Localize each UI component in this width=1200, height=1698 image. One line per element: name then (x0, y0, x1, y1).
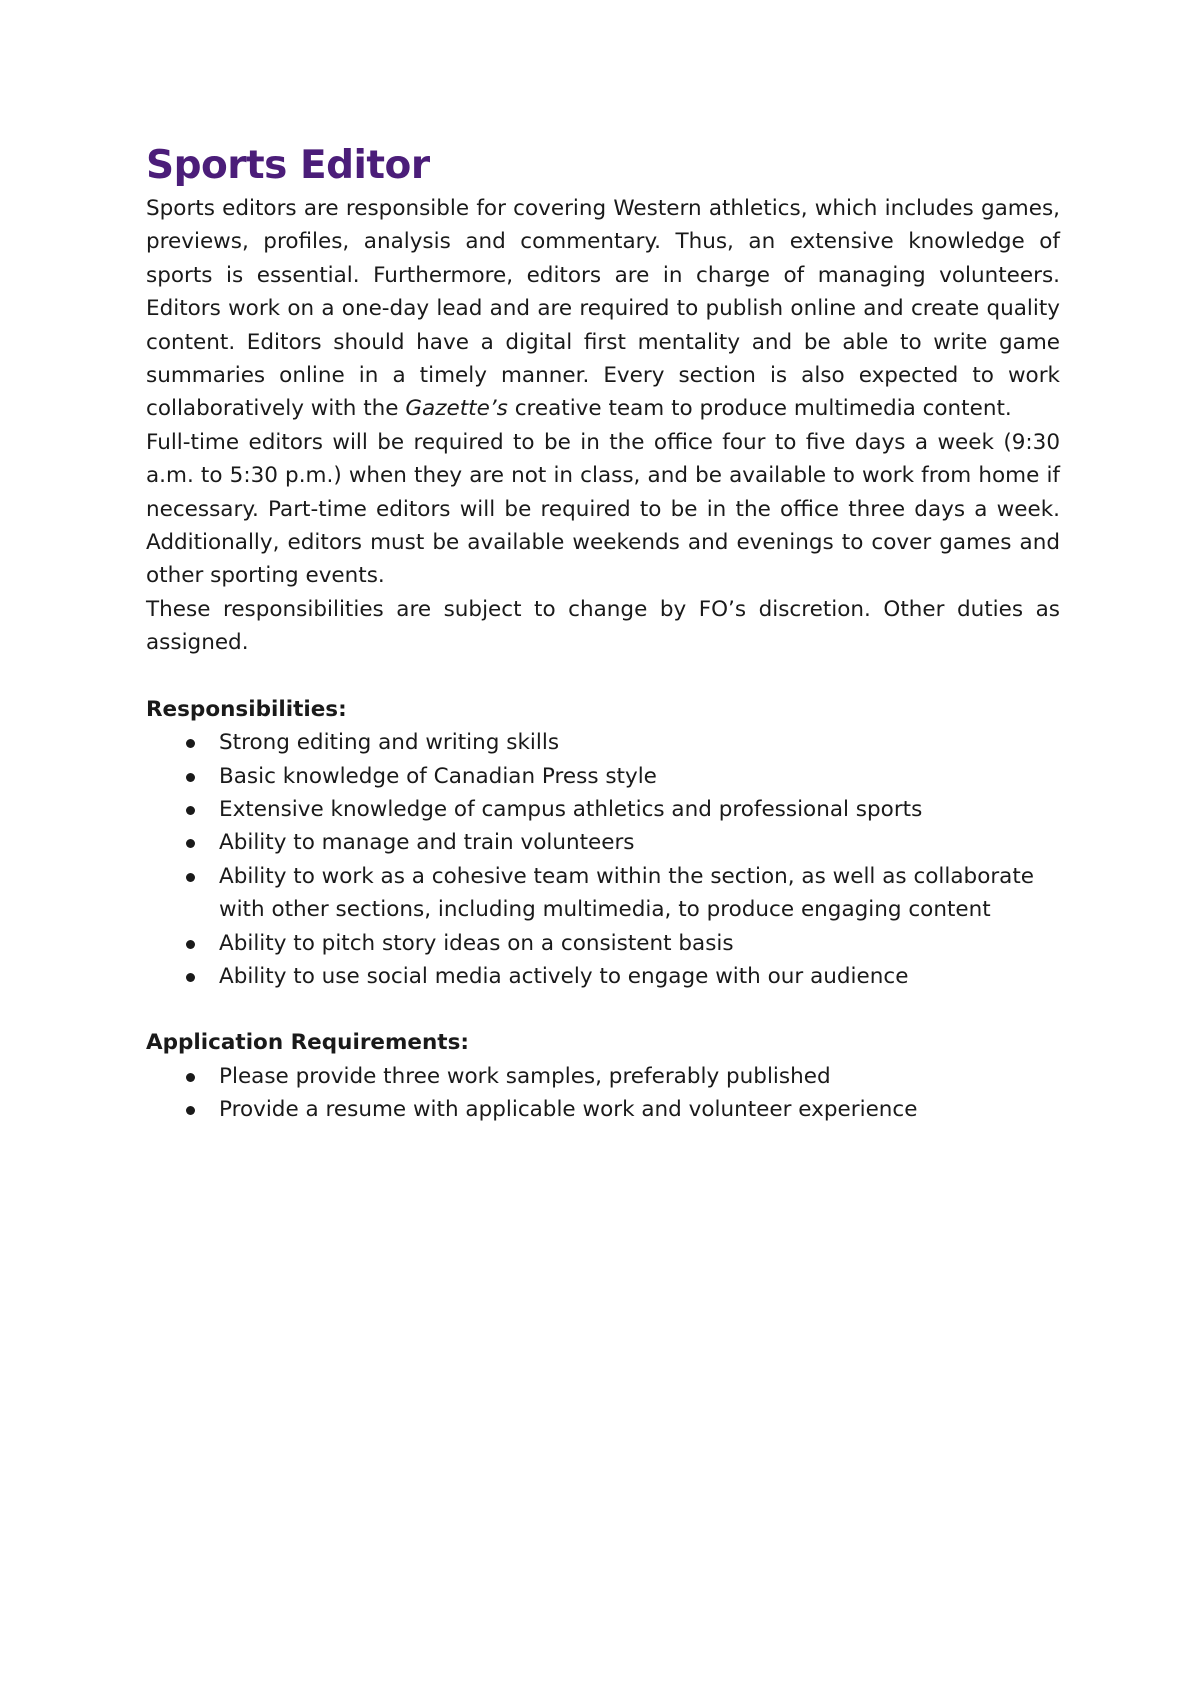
bullet-icon (186, 873, 195, 882)
application-list (146, 1060, 1060, 1127)
list-item (146, 726, 1060, 759)
list-item (146, 1093, 1060, 1126)
list-item-text: Provide a resume with applicable work and volunteer experience (219, 1097, 918, 1123)
bullet-icon (186, 806, 195, 815)
bullet-icon (186, 839, 195, 848)
list-item-text: Ability to manage and train volunteers (219, 830, 635, 856)
bullet-icon (186, 1073, 195, 1082)
publication-name: Gazette’s (405, 396, 508, 422)
list-item (146, 760, 1060, 793)
list-item (146, 1060, 1060, 1093)
discretion-paragraph: These responsibilities are subject to change by FO’s discretion. Other duties as assigned. (146, 596, 1060, 656)
application-heading: Application Requirements: (146, 1030, 469, 1056)
list-item-text: Please provide three work samples, preferably published (219, 1063, 831, 1089)
intro-text-end: creative team to produce multimedia content. (507, 396, 1012, 422)
bullet-icon (186, 940, 195, 949)
list-item-text: Basic knowledge of Canadian Press style (219, 763, 657, 789)
schedule-paragraph: Full-time editors will be required to be in the office four to five days a week (9:30 a.m. to 5:30 p.m.) when they are not in class, and be available to work from home if necessary. Part-time editors will be required to be in the office three days a week. Additionally, editors must be available weekends and evenings to cover games and other sporting events. (146, 429, 1060, 589)
list-item (146, 927, 1060, 960)
list-item (146, 826, 1060, 859)
intro-paragraph (146, 192, 1060, 426)
bullet-icon (186, 973, 195, 982)
bullet-icon (186, 1106, 195, 1115)
list-item-text: Strong editing and writing skills (219, 730, 560, 756)
responsibilities-heading: Responsibilities: (146, 696, 347, 722)
list-item-text: Ability to use social media actively to engage with our audience (219, 963, 909, 989)
list-item (146, 960, 1060, 993)
page-title: Sports Editor (146, 143, 430, 188)
list-item-text: Extensive knowledge of campus athletics and professional sports (219, 796, 923, 822)
document-page (146, 140, 1060, 1127)
bullet-icon (186, 739, 195, 748)
intro-text: Sports editors are responsible for covering Western athletics, which includes games, previews, profiles, analysis and commentary. Thus, an extensive knowledge of sports is essential. Furthermore, editors are in charge of managing volunteers. Editors work on a one-day lead and are required to publish online and create quality content. Editors should have a digital first mentality and be able to write game summaries online in a timely manner. Every section is also expected to work collaboratively with the (146, 196, 1060, 422)
list-item (146, 860, 1060, 927)
list-item (146, 793, 1060, 826)
responsibilities-list (146, 726, 1060, 993)
list-item-text: Ability to work as a cohesive team within the section, as well as collaborate with other sections, including multimedia, to produce engaging content (219, 863, 1035, 923)
list-item-text: Ability to pitch story ideas on a consistent basis (219, 930, 734, 956)
bullet-icon (186, 773, 195, 782)
